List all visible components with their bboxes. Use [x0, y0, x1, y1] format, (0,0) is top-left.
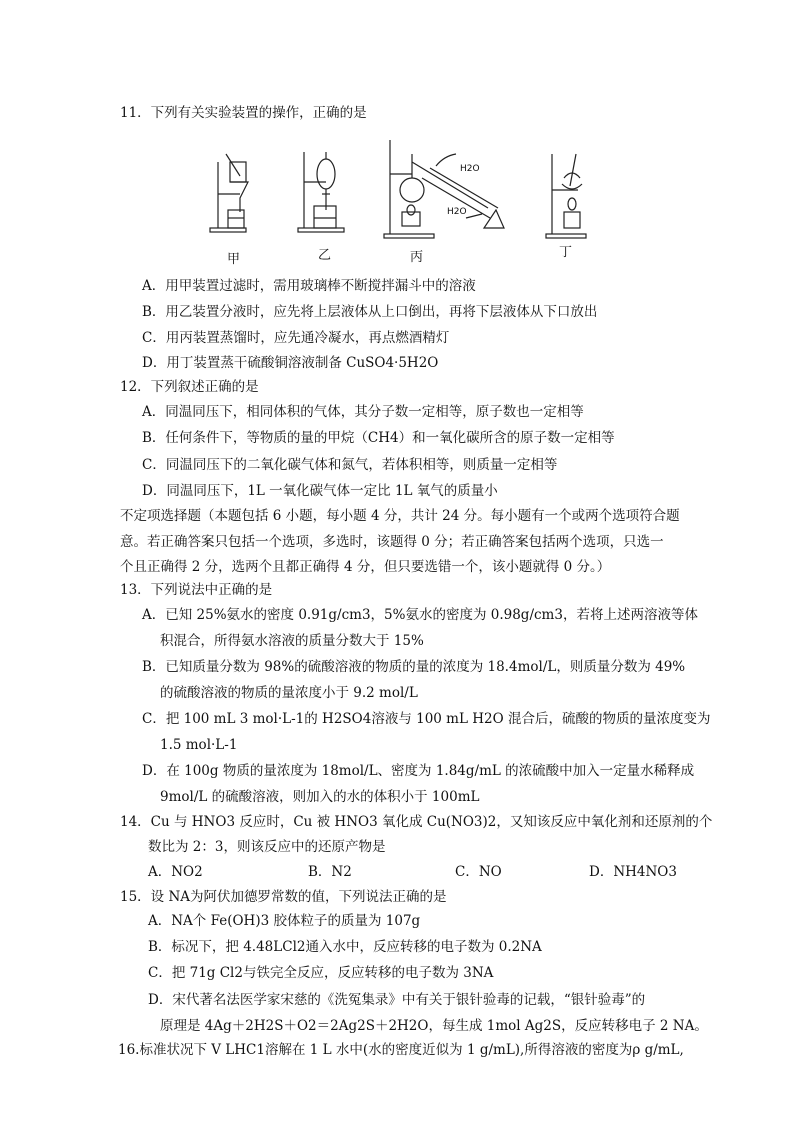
q14-option-b: B．N2: [308, 864, 352, 880]
q13-option-d-2: 9mol/L 的硫酸溶液，则加入的水的体积小于 100mL: [160, 789, 480, 805]
q12-option-d: D．同温同压下，1L 一氧化碳气体一定比 1L 氧气的质量小: [142, 483, 498, 499]
q13-option-c-2: 1.5 mol·L-1: [160, 737, 238, 753]
apparatus-bing: [384, 140, 504, 238]
q13-option-a-1: A．已知 25%氨水的密度 0.91g/cm3，5%氨水的密度为 0.98g/cm3，若将上述两溶液等体: [142, 607, 698, 623]
q15-option-b: B．标况下，把 4.48LCl2通入水中，反应转移的电子数为 0.2NA: [148, 939, 542, 955]
q16-stem: 16.标准状况下 V LHC1溶解在 1 L 水中(水的密度近似为 1 g/mL),所得溶液的密度为ρ g/mL,: [118, 1042, 684, 1058]
q12-option-a: A．同温同压下，相同体积的气体，其分子数一定相等，原子数也一定相等: [142, 404, 584, 420]
q12-stem: 12．下列叙述正确的是: [120, 379, 259, 395]
q12-option-b: B．任何条件下，等物质的量的甲烷（CH4）和一氧化碳所含的原子数一定相等: [142, 430, 615, 446]
q13-stem: 13．下列说法中正确的是: [120, 582, 273, 598]
q12-option-c: C．同温同压下的二氧化碳气体和氮气，若体积相等，则质量一定相等: [142, 457, 558, 473]
q11-stem: 11．下列有关实验装置的操作，正确的是: [120, 105, 367, 121]
q15-option-d-2: 原理是 4Ag＋2H2S＋O2＝2Ag2S＋2H2O，每生成 1mol Ag2S，反应转移电子 2 NA。: [160, 1018, 708, 1034]
label-ding: 丁: [559, 245, 573, 260]
q11-option-d: D．用丁装置蒸干硫酸铜溶液制备 CuSO4·5H2O: [142, 355, 439, 371]
q11-option-c: C．用丙装置蒸馏时，应先通冷凝水，再点燃酒精灯: [142, 330, 450, 346]
apparatus-ding: [546, 154, 586, 238]
section-instruction-1: 不定项选择题（本题包括 6 小题，每小题 4 分，共计 24 分。每小题有一个或两个选项符合题: [120, 508, 680, 524]
q14-stem-1: 14．Cu 与 HNO3 反应时，Cu 被 HNO3 氧化成 Cu(NO3)2，又知该反应中氧化剂和还原剂的个: [120, 814, 713, 830]
q15-option-d-1: D．宋代著名法医学家宋慈的《洗冤集录》中有关于银针验毒的记载，“银针验毒”的: [148, 992, 646, 1008]
q11-option-a: A．用甲装置过滤时，需用玻璃棒不断搅拌漏斗中的溶液: [142, 278, 476, 294]
q11-option-b: B．用乙装置分液时，应先将上层液体从上口倒出，再将下层液体从下口放出: [142, 304, 598, 320]
q15-option-c: C．把 71g Cl2与铁完全反应，反应转移的电子数为 3NA: [148, 965, 494, 981]
q13-option-d-1: D．在 100g 物质的量浓度为 18mol/L、密度为 1.84g/mL 的浓硫酸中加入一定量水稀释成: [142, 763, 695, 779]
label-h2o-in: H2O: [447, 207, 467, 217]
q15-option-a: A．NA个 Fe(OH)3 胶体粒子的质量为 107g: [148, 913, 421, 929]
q14-option-d: D．NH4NO3: [589, 864, 677, 880]
label-jia: 甲: [227, 252, 241, 267]
q14-option-a: A．NO2: [148, 864, 203, 880]
label-h2o-out: H2O: [460, 164, 480, 174]
label-bing: 丙: [410, 250, 424, 265]
apparatus-figure: [200, 132, 600, 262]
q13-option-c-1: C．把 100 mL 3 mol·L-1的 H2SO4溶液与 100 mL H2O 混合后，硫酸的物质的量浓度变为: [142, 711, 711, 727]
section-instruction-2: 意。若正确答案只包括一个选项，多选时，该题得 0 分；若正确答案包括两个选项，只选一: [120, 534, 664, 550]
q13-option-a-2: 积混合，所得氨水溶液的质量分数大于 15%: [160, 633, 424, 649]
q13-option-b-2: 的硫酸溶液的物质的量浓度小于 9.2 mol/L: [160, 685, 418, 701]
q14-option-c: C．NO: [455, 864, 502, 880]
q14-stem-2: 数比为 2：3，则该反应中的还原产物是: [148, 839, 386, 855]
apparatus-jia: [210, 154, 248, 232]
section-instruction-3: 个且正确得 2 分，选两个且都正确得 4 分，但只要选错一个，该小题就得 0 分。）: [120, 559, 611, 575]
label-yi: 乙: [318, 248, 332, 263]
apparatus-yi: [298, 152, 344, 232]
q13-option-b-1: B．已知质量分数为 98%的硫酸溶液的物质的量的浓度为 18.4mol/L，则质量分数为 49%: [142, 659, 686, 675]
q15-stem: 15．设 NA为阿伏加德罗常数的值，下列说法正确的是: [120, 889, 447, 905]
